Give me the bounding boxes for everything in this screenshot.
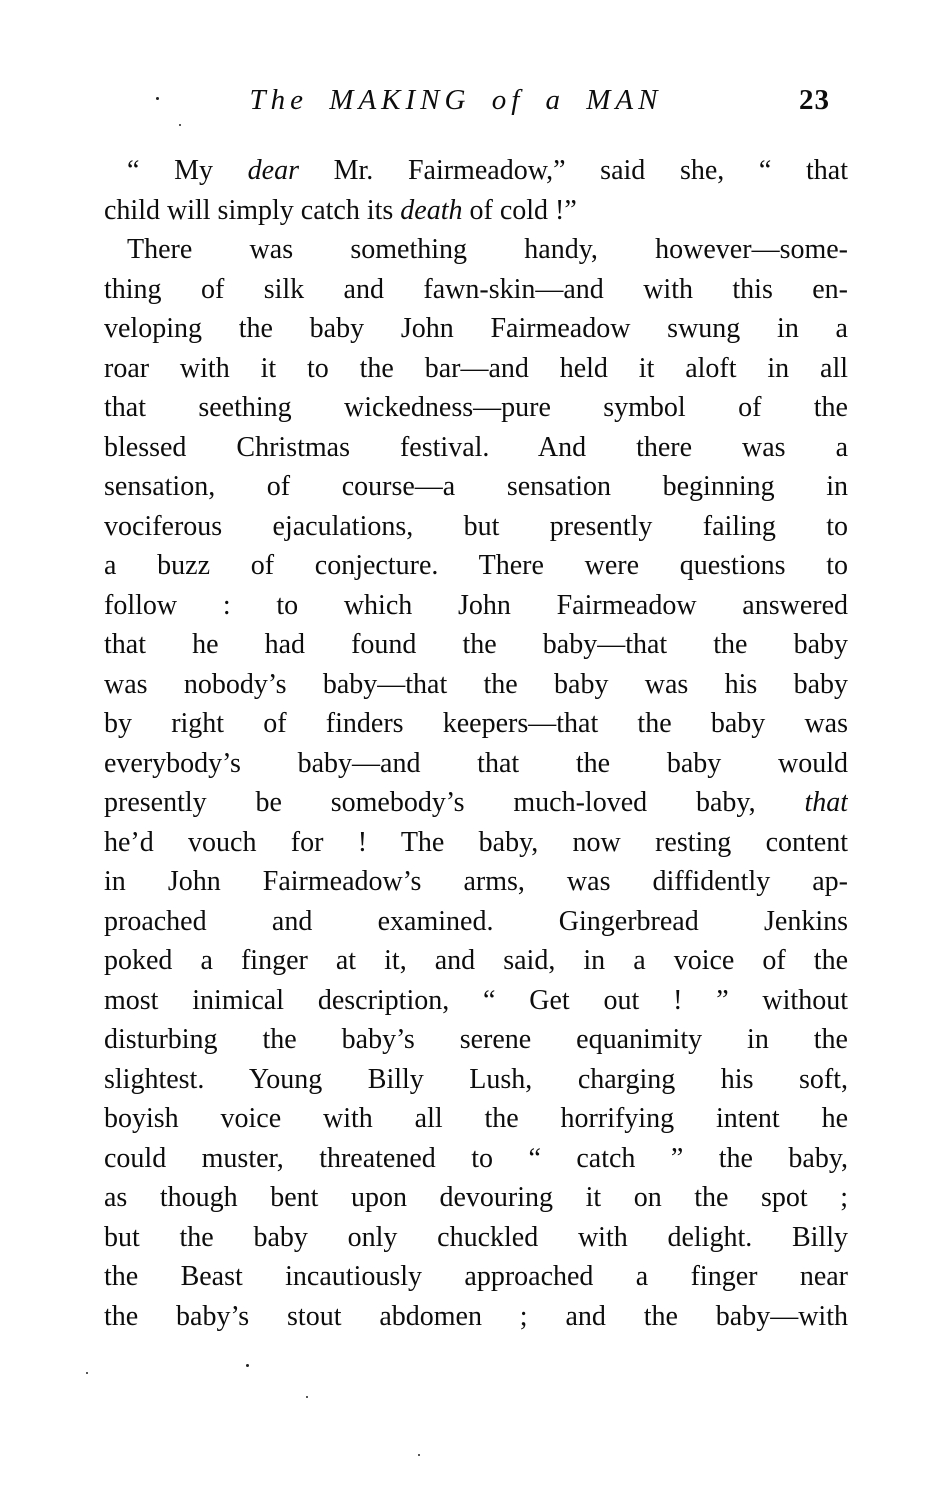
text-line [104, 1060, 848, 1100]
scan-speck [246, 1364, 249, 1367]
text-segment: boyish voice with all the horrifying intent he [104, 1103, 848, 1134]
page-header [104, 84, 848, 130]
text-segment: follow : to which John Fairmeadow answered [104, 589, 848, 621]
text-segment: by right of finders keepers—that the baby was [104, 708, 848, 739]
text-segment: he’d vouch for ! The baby, now resting content [104, 826, 848, 858]
text-line [104, 388, 848, 428]
text-segment: Mr. Fairmeadow,” said she, “ that [298, 155, 848, 186]
text-segment: proached and examined. Gingerbread Jenkins [104, 905, 848, 937]
italic-text: that [804, 787, 848, 818]
text-line [104, 1218, 848, 1258]
text-segment: everybody’s baby—and that the baby would [104, 747, 848, 779]
text-line [104, 625, 848, 665]
text-line [104, 823, 848, 863]
text-segment: sensation, of course—a sensation beginning in [104, 471, 848, 502]
text-segment: veloping the baby John Fairmeadow swung in a [104, 313, 848, 344]
text-segment: the baby’s stout abdomen ; and the baby—with [104, 1300, 848, 1332]
text-line [104, 783, 848, 823]
text-block [104, 151, 848, 1336]
text-segment: disturbing the baby’s serene equanimity in the [104, 1024, 848, 1055]
text-segment: presently be somebody’s much-loved baby, [104, 787, 805, 818]
text-segment: vociferous ejaculations, but presently failing to [104, 510, 848, 542]
text-line [104, 270, 848, 310]
text-line [104, 586, 848, 626]
text-line [104, 704, 848, 744]
text-segment: was nobody’s baby—that the baby was his baby [104, 668, 848, 700]
text-segment: “ My [127, 155, 248, 186]
text-segment: a buzz of conjecture. There were questions to [104, 550, 848, 581]
text-segment: in John Fairmeadow’s arms, was diffidently ap- [104, 866, 848, 897]
text-line [104, 744, 848, 784]
text-line [104, 1099, 848, 1139]
text-segment: thing of silk and fawn-skin—and with this en- [104, 273, 848, 305]
paragraph [104, 151, 848, 230]
text-segment: but the baby only chuckled with delight. Billy [104, 1221, 848, 1253]
text-line [104, 981, 848, 1021]
text-segment: There was something handy, however—some- [127, 234, 848, 265]
text-line [104, 1297, 848, 1337]
text-segment: blessed Christmas festival. And there was a [104, 431, 848, 463]
text-line [104, 191, 848, 231]
text-segment: roar with it to the bar—and held it aloft in all [104, 352, 848, 384]
text-line [104, 1139, 848, 1179]
text-segment: that he had found the baby—that the baby [104, 629, 848, 660]
text-line [104, 1178, 848, 1218]
text-segment: the Beast incautiously approached a finger near [104, 1261, 848, 1292]
text-line [104, 151, 848, 191]
text-segment: as though bent upon devouring it on the spot ; [104, 1182, 848, 1213]
text-line [104, 1257, 848, 1297]
paragraph [104, 230, 848, 1336]
scan-speck [179, 124, 181, 126]
text-line [104, 902, 848, 942]
text-line [104, 309, 848, 349]
text-line [104, 467, 848, 507]
running-title: The MAKING of a MAN [249, 84, 663, 116]
text-segment: that seething wickedness—pure symbol of the [104, 392, 848, 423]
text-line [104, 428, 848, 468]
text-line [104, 349, 848, 389]
text-segment: could muster, threatened to “ catch ” the baby, [104, 1142, 848, 1174]
text-line [104, 507, 848, 547]
scan-speck [418, 1454, 420, 1456]
scan-speck [156, 97, 159, 100]
page-number: 23 [799, 84, 830, 116]
text-line [104, 1020, 848, 1060]
italic-text: death [400, 194, 463, 226]
scan-speck [306, 1396, 308, 1398]
text-line [104, 546, 848, 586]
text-segment: slightest. Young Billy Lush, charging his soft, [104, 1063, 848, 1095]
scan-speck [86, 1372, 88, 1374]
text-segment: most inimical description, “ Get out ! ” without [104, 984, 848, 1016]
text-segment: poked a finger at it, and said, in a voice of the [104, 945, 848, 976]
text-line [104, 230, 848, 270]
italic-text: dear [247, 155, 299, 186]
text-segment: of cold !” [462, 194, 577, 226]
text-line [104, 862, 848, 902]
text-line [104, 941, 848, 981]
text-segment: child will simply catch its [104, 194, 401, 226]
text-line [104, 665, 848, 705]
